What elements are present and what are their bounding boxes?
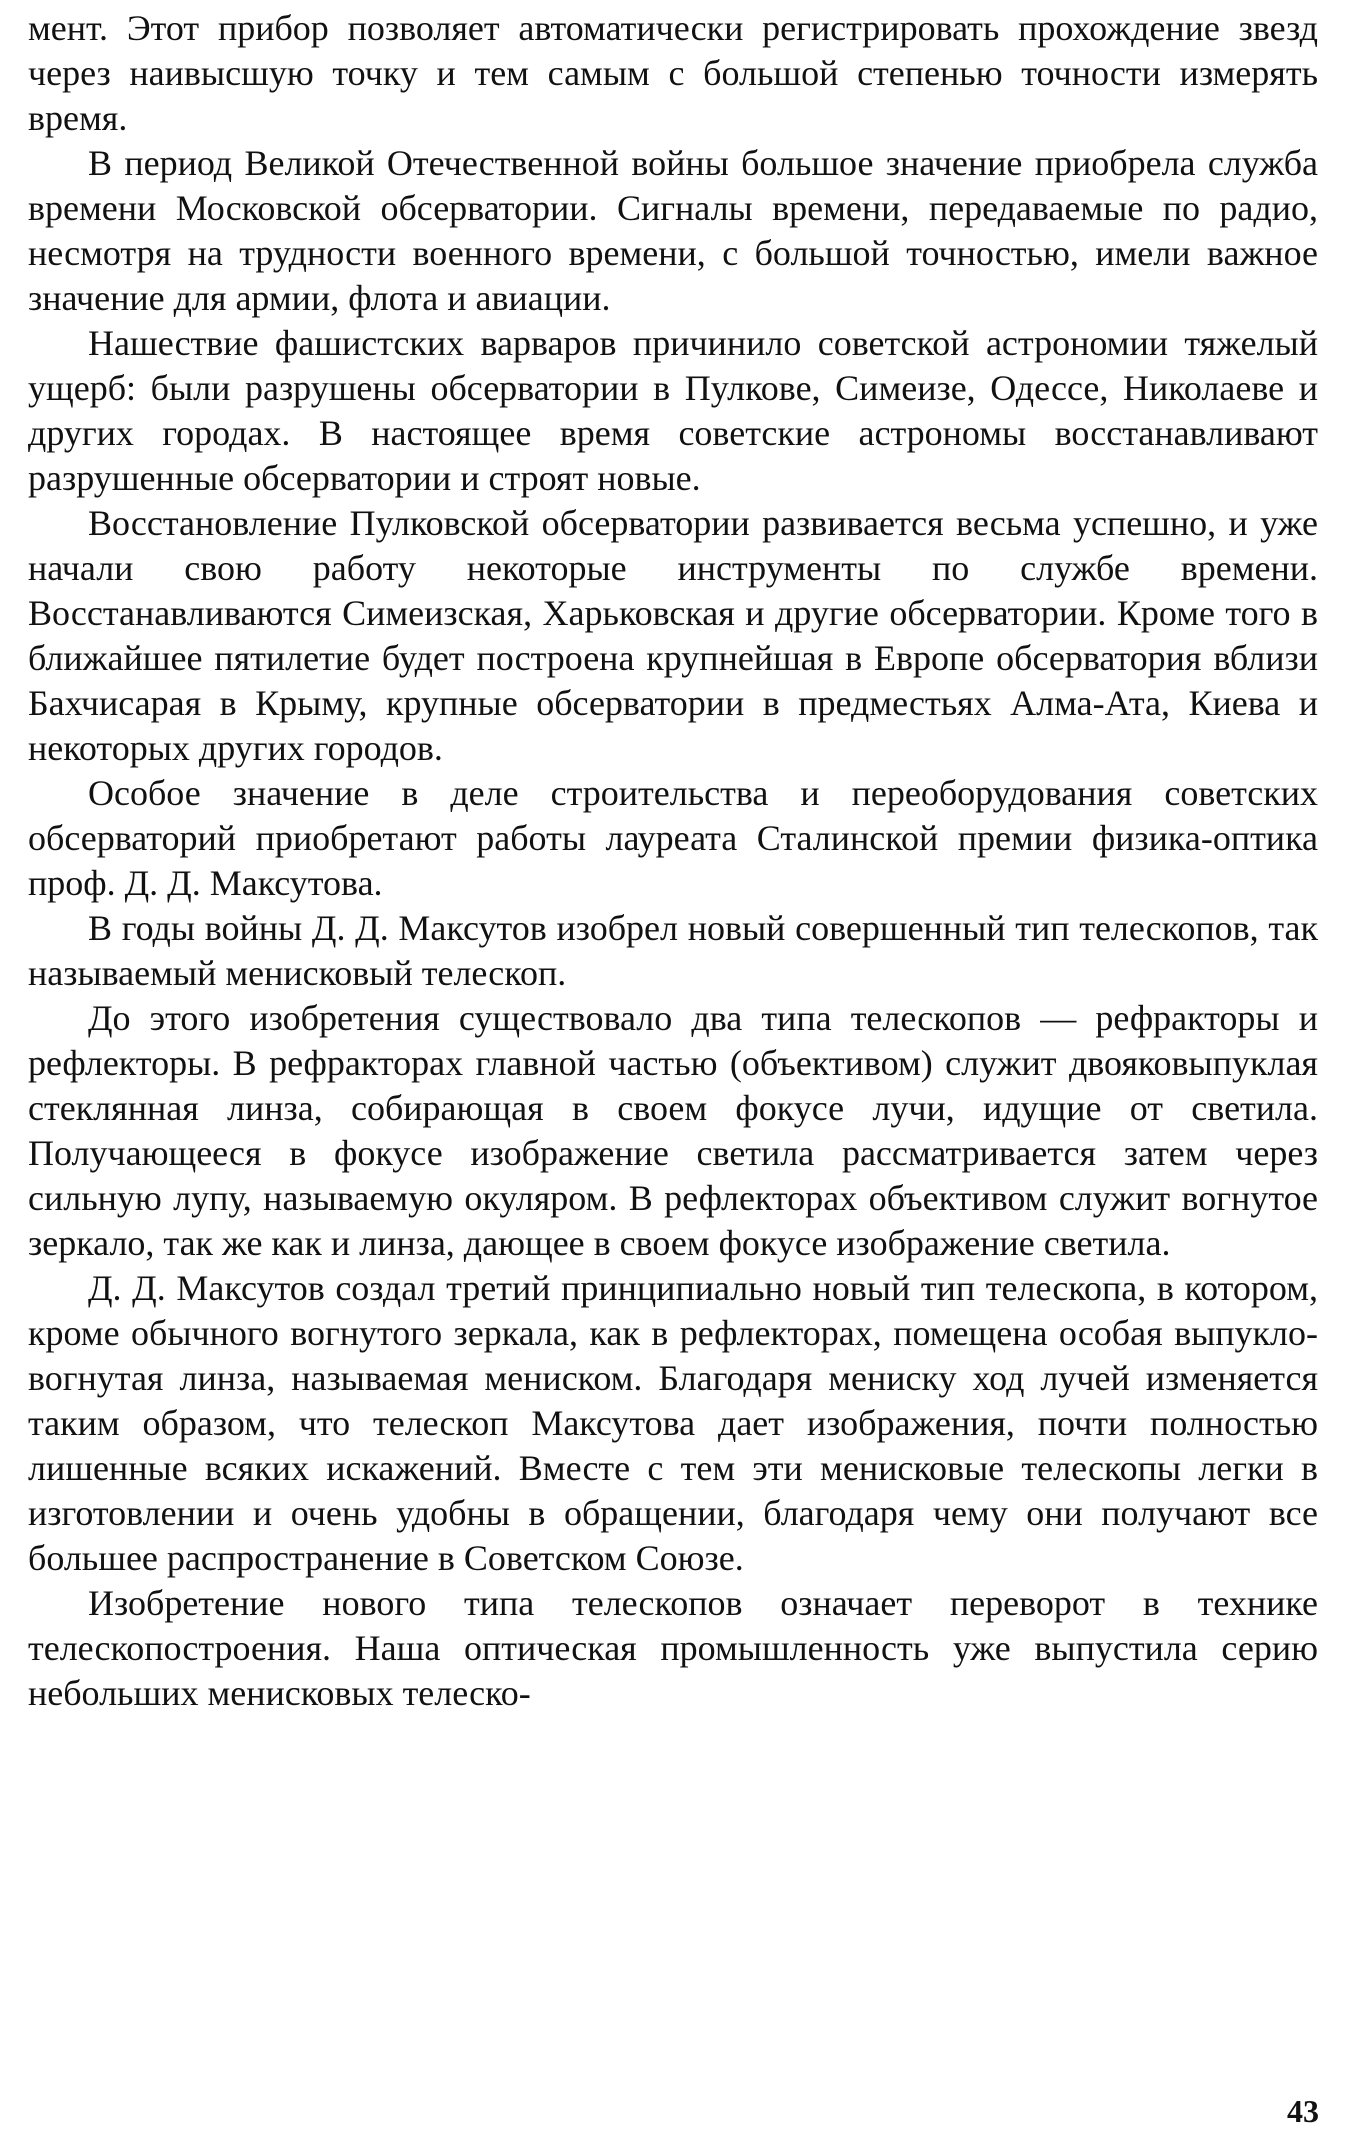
paragraph-restoration: Восстановление Пулковской обсерватории развивается весьма успешно, и уже начали свою работу некоторые инструменты по службе времени. Восстанавливаются Симеизская, Харьковская и другие обсерватории. Кроме того в ближайшее пятилетие будет построена крупнейшая в Европе обсерватория вблизи Бахчисарая в Крыму, крупные обсерватории в предместьях Алма-Ата, Киева и некоторых других городов. bbox=[28, 503, 1318, 768]
book-page-text bbox=[28, 6, 1318, 1716]
paragraph-time-service: В период Великой Отечественной войны большое значение приобрела служба времени Московской обсерватории. Сигналы времени, передаваемые по радио, несмотря на трудности военного времени, с большой точностью, имели важное значение для армии, флота и авиации. bbox=[28, 143, 1318, 318]
paragraph-revolution: Изобретение нового типа телескопов означает переворот в технике телескопостроения. Наша оптическая промышленность уже выпустила серию небольших менисковых телеско- bbox=[28, 1583, 1318, 1713]
page-number: 43 bbox=[1287, 2093, 1319, 2129]
paragraph-war-damage: Нашествие фашистских варваров причинило советской астрономии тяжелый ущерб: были разрушены обсерватории в Пулкове, Симеизе, Одессе, Николаеве и других городах. В настоящее время советские астрономы восстанавливают разрушенные обсерватории и строят новые. bbox=[28, 323, 1318, 498]
paragraph-third-type: Д. Д. Максутов создал третий принципиально новый тип телескопа, в котором, кроме обычного вогнутого зеркала, как в рефлекторах, помещена особая выпукло-вогнутая линза, называемая мениском. Благодаря мениску ход лучей изменяется таким образом, что телескоп Максутова дает изображения, почти полностью лишенные всяких искажений. Вместе с тем эти менисковые телескопы легки в изготовлении и очень удобны в обращении, благодаря чему они получают все большее распространение в Советском Союзе. bbox=[28, 1268, 1318, 1578]
paragraph-maksutov-works: Особое значение в деле строительства и переоборудования советских обсерваторий приобретают работы лауреата Сталинской премии физика-оптика проф. Д. Д. Максутова. bbox=[28, 773, 1318, 903]
paragraph-telescope-types: До этого изобретения существовало два типа телескопов — рефракторы и рефлекторы. В рефракторах главной частью (объективом) служит двояковыпуклая стеклянная линза, собирающая в своем фокусе лучи, идущие от светила. Получающееся в фокусе изображение светила рассматривается затем через сильную лупу, называемую окуляром. В рефлекторах объективом служит вогнутое зеркало, так же как и линза, дающее в своем фокусе изображение светила. bbox=[28, 998, 1318, 1263]
paragraph-continuation: мент. Этот прибор позволяет автоматически регистрировать прохождение звезд через наивысшую точку и тем самым с большой степенью точности измерять время. bbox=[28, 8, 1318, 138]
paragraph-meniscus-invention: В годы войны Д. Д. Максутов изобрел новый совершенный тип телескопов, так называемый менисковый телескоп. bbox=[28, 908, 1318, 993]
